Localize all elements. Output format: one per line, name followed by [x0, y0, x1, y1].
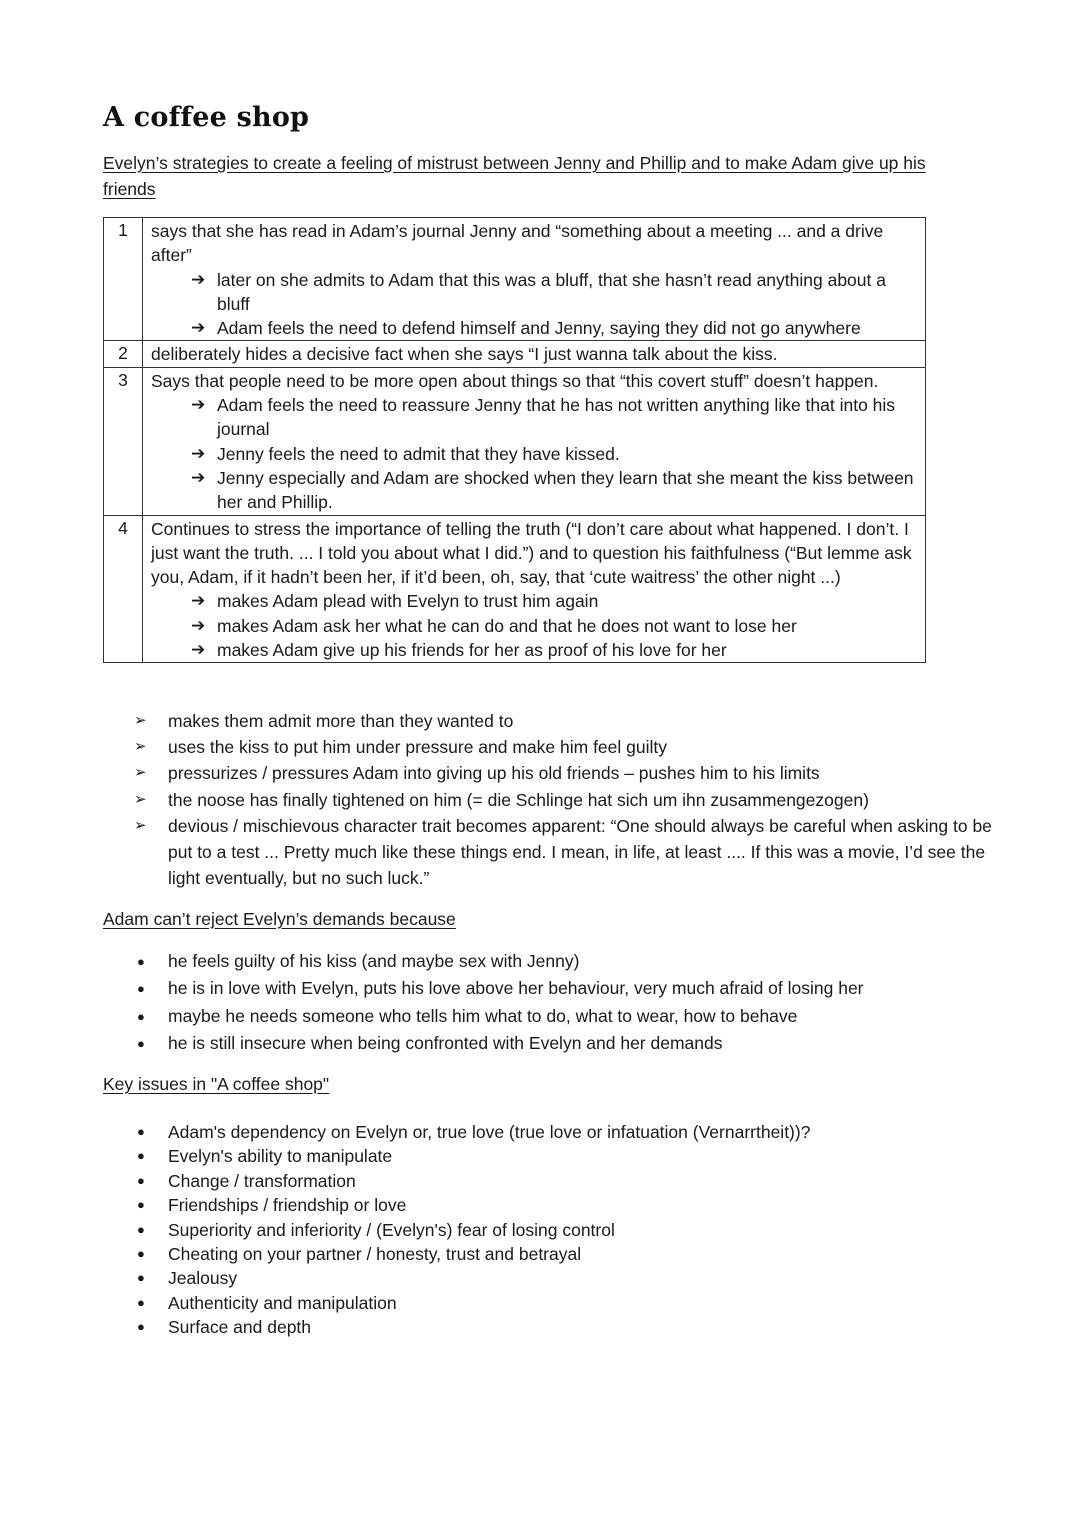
bullet-icon: ● [137, 1319, 145, 1335]
bullet-icon: ● [137, 1008, 145, 1024]
summary-text: the noose has finally tightened on him (= die Schlinge hat sich um ihn zusammengezogen) [168, 789, 869, 810]
check-arrow-icon: ➢ [134, 712, 147, 729]
bullet-icon: ● [137, 1221, 145, 1237]
summary-item [134, 708, 994, 734]
summary-item [134, 787, 994, 813]
list-item-text: Evelyn's ability to manipulate [168, 1146, 393, 1167]
list-item-text: Authenticity and manipulation [168, 1292, 397, 1313]
list-item [134, 1030, 864, 1057]
check-arrow-icon: ➢ [134, 790, 147, 808]
list-item-text: he is still insecure when being confronted with Evelyn and her demands [168, 1032, 723, 1053]
strategy-row [104, 341, 926, 367]
list-item [134, 1003, 864, 1030]
consequence-text: Adam feels the need to reassure Jenny that he has not written anything like that into his journal [217, 395, 896, 440]
strategy-text-cell [143, 515, 926, 663]
list-item-text: maybe he needs someone who tells him what to do, what to wear, how to behave [168, 1005, 798, 1026]
strategies-heading: Evelyn’s strategies to create a feeling of mistrust between Jenny and Phillip and to make Adam give up his friends [103, 153, 926, 199]
consequence-item [191, 614, 917, 638]
consequence-item [191, 466, 917, 515]
list-item-text: Superiority and inferiority / (Evelyn's) fear of losing control [168, 1219, 615, 1240]
key-issues-list [134, 1120, 810, 1340]
list-item-text: Cheating on your partner / honesty, trust and betrayal [168, 1244, 582, 1265]
list-item [134, 948, 864, 975]
strategy-summary-list [134, 708, 994, 891]
reasons-heading: Adam can’t reject Evelyn’s demands because [103, 909, 456, 929]
check-arrow-icon: ➢ [134, 764, 147, 782]
bullet-icon: ● [137, 1148, 145, 1164]
arrow-icon: ➔ [191, 615, 206, 635]
consequence-item [191, 442, 917, 466]
strategy-number-text: 1 [118, 220, 128, 240]
strategies-table [103, 217, 926, 663]
consequence-list [151, 268, 917, 341]
consequence-item [191, 316, 917, 340]
consequence-text: later on she admits to Adam that this was a bluff, that she hasn’t read anything about a bluff [217, 269, 886, 314]
consequence-text: Jenny especially and Adam are shocked when they learn that she meant the kiss between her and Phillip. [217, 467, 914, 513]
strategy-text: deliberately hides a decisive fact when she says “I just wanna talk about the kiss. [151, 344, 778, 365]
summary-text: pressurizes / pressures Adam into giving up his old friends – pushes him to his limits [168, 763, 820, 784]
strategy-number [104, 341, 143, 367]
list-item-text: Surface and depth [168, 1317, 312, 1338]
consequence-text: Jenny feels the need to admit that they have kissed. [217, 443, 620, 464]
strategy-text-cell [143, 341, 926, 367]
list-item [134, 1266, 810, 1290]
summary-text: devious / mischievous character trait becomes apparent: “One should always be careful when asking to be put to a test ... Pretty much like these things end. I mean, in life, at least .... If this was a movie, I’d see the light eventually, but no such luck.” [168, 815, 992, 889]
bullet-icon: ● [137, 1035, 145, 1051]
bullet-icon: ● [137, 1172, 145, 1188]
strategy-number-text: 4 [118, 517, 128, 538]
summary-item [134, 813, 994, 892]
check-arrow-icon: ➢ [134, 738, 147, 756]
list-item [134, 1144, 810, 1168]
check-arrow-icon: ➢ [134, 816, 147, 834]
list-item-text: Friendships / friendship or love [168, 1195, 407, 1216]
arrow-icon: ➔ [191, 269, 206, 289]
list-item [134, 1242, 810, 1266]
strategy-text: Continues to stress the importance of telling the truth (“I don’t care about what happened. I don’t. I just want the truth. ... I told you about what I did.”) and to question his faithfulness (“But lemme ask you, Adam, if it hadn’t been her, if it’d been, oh, say, that ‘cute waitress’ the other night ...) [151, 518, 912, 588]
arrow-icon: ➔ [191, 395, 206, 415]
page-title: A coffee shop [103, 102, 310, 133]
consequence-text: makes Adam give up his friends for her as proof of his love for her [217, 640, 727, 661]
strategy-number [104, 367, 143, 515]
summary-text: makes them admit more than they wanted to [168, 711, 514, 731]
arrow-icon: ➔ [191, 443, 206, 463]
consequence-item [191, 638, 917, 662]
consequence-text: makes Adam plead with Evelyn to trust him again [217, 591, 599, 612]
arrow-icon: ➔ [191, 318, 206, 338]
summary-item [134, 760, 994, 786]
strategy-row [104, 515, 926, 663]
strategy-number [104, 515, 143, 663]
list-item [134, 1315, 810, 1339]
consequence-list [151, 393, 917, 514]
bullet-icon: ● [137, 1270, 145, 1286]
consequence-text: Adam feels the need to defend himself and Jenny, saying they did not go anywhere [217, 318, 861, 339]
strategy-text: says that she has read in Adam’s journal Jenny and “something about a meeting ... and a drive after” [151, 221, 884, 266]
key-issues-heading: Key issues in "A coffee shop" [103, 1074, 330, 1094]
list-item [134, 975, 864, 1002]
bullet-icon: ● [137, 1294, 145, 1310]
strategy-text: Says that people need to be more open about things so that “this covert stuff” doesn’t happen. [151, 370, 879, 391]
arrow-icon: ➔ [191, 640, 206, 660]
list-item [134, 1169, 810, 1193]
summary-text: uses the kiss to put him under pressure and make him feel guilty [168, 737, 667, 758]
list-item-text: Adam's dependency on Evelyn or, true love (true love or infatuation (Vernarrtheit))? [168, 1122, 811, 1142]
arrow-icon: ➔ [191, 591, 206, 611]
consequence-item [191, 393, 917, 442]
consequence-item [191, 268, 917, 317]
strategy-text-cell [143, 218, 926, 341]
strategy-row [104, 218, 926, 341]
strategy-number-text: 2 [118, 343, 128, 364]
list-item-text: Jealousy [168, 1268, 238, 1289]
bullet-icon: ● [137, 1197, 145, 1213]
summary-item [134, 734, 994, 760]
strategy-text-cell [143, 367, 926, 515]
list-item-text: he is in love with Evelyn, puts his love above her behaviour, very much afraid of losing her [168, 978, 864, 999]
list-item [134, 1291, 810, 1315]
strategy-row [104, 367, 926, 515]
consequence-text: makes Adam ask her what he can do and that he does not want to lose her [217, 615, 797, 636]
list-item-text: he feels guilty of his kiss (and maybe sex with Jenny) [168, 951, 580, 971]
consequence-list [151, 589, 917, 662]
strategy-number-text: 3 [118, 369, 128, 390]
bullet-icon: ● [137, 981, 145, 997]
reasons-list [134, 948, 864, 1057]
strategy-number [104, 218, 143, 341]
list-item [134, 1218, 810, 1242]
consequence-item [191, 589, 917, 613]
list-item [134, 1193, 810, 1217]
bullet-icon: ● [137, 954, 145, 969]
arrow-icon: ➔ [191, 467, 206, 487]
list-item [134, 1120, 810, 1144]
bullet-icon: ● [137, 1246, 145, 1262]
list-item-text: Change / transformation [168, 1170, 356, 1191]
bullet-icon: ● [137, 1124, 145, 1139]
